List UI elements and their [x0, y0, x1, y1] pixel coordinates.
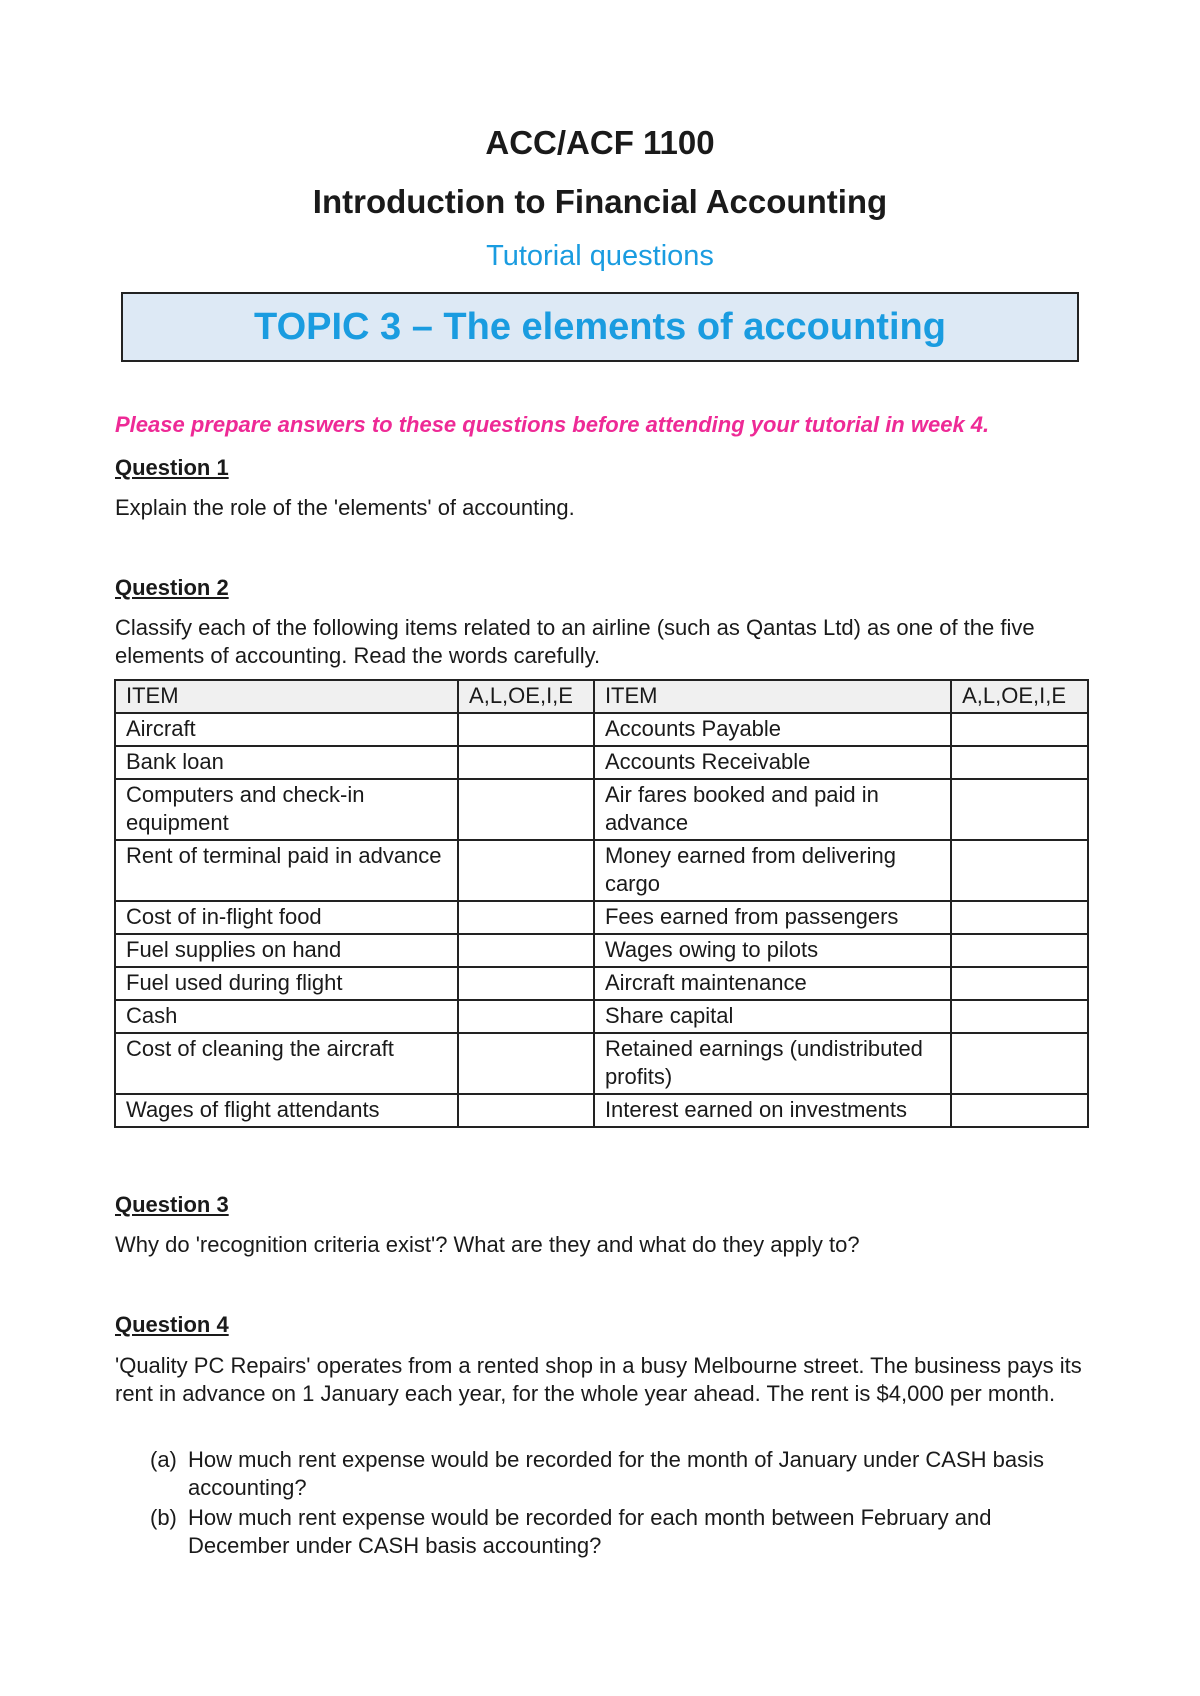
- table-row: [115, 713, 1088, 746]
- answer-cell: [951, 1094, 1088, 1127]
- table-cell: Share capital: [594, 1000, 951, 1033]
- table-cell: Bank loan: [115, 746, 458, 779]
- table-header-cell: ITEM: [594, 680, 951, 713]
- answer-cell: [458, 901, 594, 934]
- table-cell: Computers and check-in equipment: [115, 779, 458, 840]
- table-cell: Wages owing to pilots: [594, 934, 951, 967]
- table-header-cell: ITEM: [115, 680, 458, 713]
- table-row: [115, 746, 1088, 779]
- answer-cell: [951, 746, 1088, 779]
- table-cell: Cash: [115, 1000, 458, 1033]
- answer-cell: [951, 901, 1088, 934]
- table-row: [115, 1033, 1088, 1094]
- classification-table: [114, 679, 1089, 1128]
- table-cell: Air fares booked and paid in advance: [594, 779, 951, 840]
- table-cell: Cost of cleaning the aircraft: [115, 1033, 458, 1094]
- instruction-text: Please prepare answers to these questions before attending your tutorial in week 4.: [115, 412, 990, 437]
- table-row: [115, 967, 1088, 1000]
- answer-cell: [458, 1033, 594, 1094]
- list-item: [150, 1446, 1080, 1502]
- table-cell: Fees earned from passengers: [594, 901, 951, 934]
- table-cell: Fuel used during flight: [115, 967, 458, 1000]
- table-cell: Money earned from delivering cargo: [594, 840, 951, 901]
- table-row: [115, 840, 1088, 901]
- course-code: ACC/ACF 1100: [485, 124, 715, 161]
- table-row: [115, 901, 1088, 934]
- table-row: [115, 1094, 1088, 1127]
- table-cell: Aircraft: [115, 713, 458, 746]
- table-header-row: [115, 680, 1088, 713]
- topic-banner: [121, 292, 1079, 362]
- table-cell: Retained earnings (undistributed profits): [594, 1033, 951, 1094]
- answer-cell: [458, 934, 594, 967]
- question-2-heading: Question 2: [115, 575, 229, 600]
- answer-cell: [458, 746, 594, 779]
- topic-title: TOPIC 3 – The elements of accounting: [254, 305, 946, 348]
- sub-item-text: How much rent expense would be recorded for the month of January under CASH basis accounting?: [188, 1447, 1045, 1500]
- answer-cell: [458, 840, 594, 901]
- answer-cell: [951, 934, 1088, 967]
- question-2-text: Classify each of the following items related to an airline (such as Qantas Ltd) as one of the five elements of accounting. Read the words carefully.: [115, 615, 1035, 668]
- table-row: [115, 1000, 1088, 1033]
- table-header-cell: A,L,OE,I,E: [458, 680, 594, 713]
- question-3-heading: Question 3: [115, 1192, 229, 1217]
- table-cell: Rent of terminal paid in advance: [115, 840, 458, 901]
- answer-cell: [951, 840, 1088, 901]
- answer-cell: [951, 1033, 1088, 1094]
- answer-cell: [458, 713, 594, 746]
- table-row: [115, 934, 1088, 967]
- question-4-heading: Question 4: [115, 1312, 229, 1337]
- table-cell: Aircraft maintenance: [594, 967, 951, 1000]
- question-4-text: 'Quality PC Repairs' operates from a rented shop in a busy Melbourne street. The business pays its rent in advance on 1 January each year, for the whole year ahead. The rent is $4,000 per month.: [115, 1353, 1082, 1406]
- question-3-text: Why do 'recognition criteria exist'? What are they and what do they apply to?: [115, 1232, 860, 1257]
- answer-cell: [951, 1000, 1088, 1033]
- question-1-text: Explain the role of the 'elements' of accounting.: [115, 495, 575, 520]
- answer-cell: [951, 779, 1088, 840]
- document-subtitle: Tutorial questions: [486, 240, 714, 272]
- question-4-sub-list: [150, 1446, 1080, 1562]
- question-1-heading: Question 1: [115, 455, 229, 480]
- table-row: [115, 779, 1088, 840]
- answer-cell: [951, 967, 1088, 1000]
- sub-item-text: How much rent expense would be recorded for each month between February and December under CASH basis accounting?: [188, 1505, 992, 1558]
- answer-cell: [458, 967, 594, 1000]
- answer-cell: [458, 1000, 594, 1033]
- table-cell: Accounts Payable: [594, 713, 951, 746]
- sub-item-label: (a): [150, 1447, 177, 1472]
- table-cell: Fuel supplies on hand: [115, 934, 458, 967]
- course-name: Introduction to Financial Accounting: [312, 183, 888, 220]
- table-cell: Accounts Receivable: [594, 746, 951, 779]
- answer-cell: [458, 1094, 594, 1127]
- table-cell: Interest earned on investments: [594, 1094, 951, 1127]
- table-header-cell: A,L,OE,I,E: [951, 680, 1088, 713]
- answer-cell: [951, 713, 1088, 746]
- table-cell: Cost of in-flight food: [115, 901, 458, 934]
- sub-item-label: (b): [150, 1505, 177, 1530]
- list-item: [150, 1504, 1080, 1560]
- answer-cell: [458, 779, 594, 840]
- table-cell: Wages of flight attendants: [115, 1094, 458, 1127]
